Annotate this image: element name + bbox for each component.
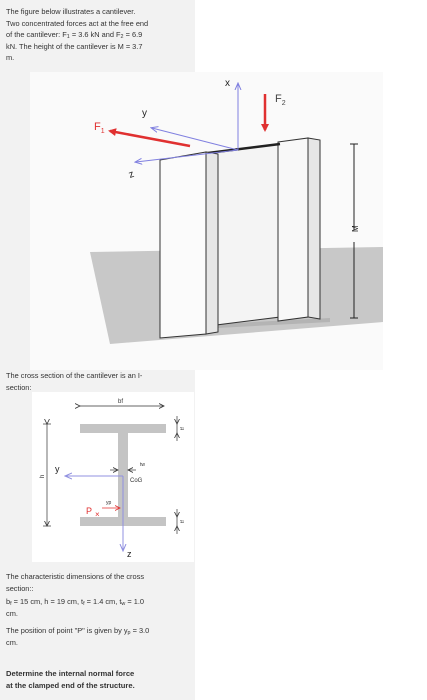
dimensions-heading-line: The characteristic dimensions of the cross [6,572,145,581]
axis-y-line [152,128,238,150]
tf-top-label: tf [180,427,186,430]
intro-line: Two concentrated forces act at the free end [6,18,149,28]
cs-axis-y-label: y [55,464,60,474]
force-f1-arrow [110,131,190,146]
cross-section-intro-text [6,370,192,393]
cs-axis-z-label: z [127,549,132,559]
tf-bottom-label: tf [180,520,186,523]
top-flange [80,424,166,433]
force-f1-label: $F_1$ [94,121,105,135]
beam-right-flange [278,138,308,321]
dimensions-heading-line: section:: [6,583,34,593]
height-label: M [351,225,360,232]
axis-x-label: x [225,78,230,89]
point-position-text [6,625,192,648]
dimensions-heading-text [6,571,192,594]
beam-left-flange-side [206,152,218,334]
axis-z-label: z [127,168,136,181]
cross-section-intro-line: The cross section of the cantilever is an I- [6,371,143,380]
force-f2-label: $F_2$ [275,93,286,107]
cantilever-3d-svg [30,72,383,370]
yp-label: yp [106,500,112,506]
point-position-line: cm. [6,637,18,647]
question-line: Determine the internal normal force [6,669,135,678]
beam-left-flange [160,152,206,338]
intro-line: The figure below illustrates a cantilever. [6,7,136,16]
bf-label: bf [118,399,124,405]
cross-section-svg [32,392,194,562]
cog-label: CoG [130,478,143,484]
cross-section-intro-line: section: [6,382,32,392]
intro-line: kN. The height of the cantilever is M = 3.7 [6,41,143,51]
point-p-label: P [86,506,93,516]
intro-line: m. [6,53,15,62]
tw-label: tw [140,462,145,468]
beam-right-flange-side [308,138,320,319]
question-text [6,668,192,691]
axis-y-label: y [142,108,147,119]
dimensions-values-line: cm. [6,608,18,618]
h-label: h [40,474,46,478]
question-line: at the clamped end of the structure. [6,680,135,690]
cantilever-3d-figure [30,72,383,370]
intro-line: of the cantilever: $F_1 = 3.6$ kN and $F_2 = 6.9$ [6,30,143,40]
problem-intro-text [6,6,192,64]
dimensions-values-text [6,596,192,619]
dimensions-values-line: $b_f = 15$ cm, h = 19 cm, $t_f = 1.4$ cm, $t_w = 1.0$ [6,597,144,607]
point-p-marker: × [95,510,100,519]
cross-section-figure [32,392,194,562]
point-position-line: The position of point "P" is given by $y_p = 3.0$ [6,626,150,636]
